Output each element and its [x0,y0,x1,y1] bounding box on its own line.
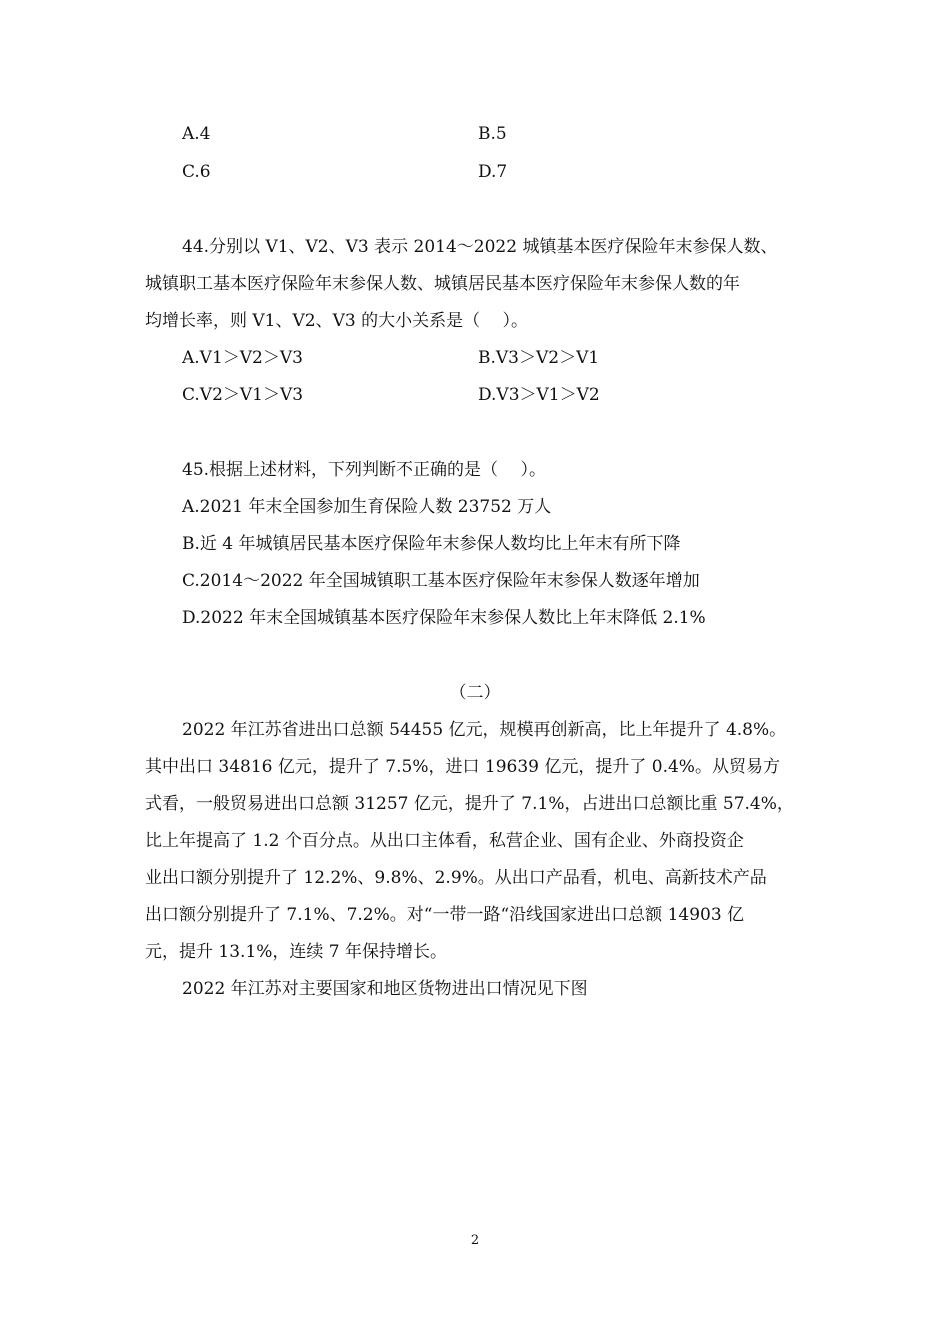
paragraph-line-1: 2022 年江苏省进出口总额 54455 亿元，规模再创新高，比上年提升了 4.8%。 [182,720,787,740]
paragraph-line-6: 出口额分别提升了 7.1%、7.2%。对“一带一路“沿线国家进出口总额 14903 亿 [145,905,745,925]
q45-option-a: A.2021 年末全国参加生育保险人数 23752 万人 [182,497,552,517]
q45-option-b: B.近 4 年城镇居民基本医疗保险年末参保人数均比上年末有所下降 [182,534,681,554]
q44-stem-line-2: 城镇职工基本医疗保险年末参保人数、城镇居民基本医疗保险年末参保人数的年 [145,274,740,294]
figure-intro: 2022 年江苏对主要国家和地区货物进出口情况见下图 [182,979,588,999]
paragraph-line-7: 元，提升 13.1%，连续 7 年保持增长。 [145,942,448,962]
q44-option-b: B.V3＞V2＞V1 [478,348,600,368]
paragraph-line-3: 式看，一般贸易进出口总额 31257 亿元，提升了 7.1%，占进出口总额比重 57.4%， [145,794,794,814]
q43-option-c: C.6 [182,162,211,182]
q44-option-a: A.V1＞V2＞V3 [182,348,303,368]
q43-option-d: D.7 [478,162,508,182]
q45-option-c: C.2014～2022 年全国城镇职工基本医疗保险年末参保人数逐年增加 [182,571,700,591]
paragraph-line-5: 业出口额分别提升了 12.2%、9.8%、2.9%。从出口产品看，机电、高新技术产品 [145,868,767,888]
page-number: 2 [470,1233,480,1248]
q43-option-a: A.4 [182,124,211,144]
q44-stem-line-1: 44.分别以 V1、V2、V3 表示 2014～2022 城镇基本医疗保险年末参保人数、 [182,237,778,257]
paragraph-line-2: 其中出口 34816 亿元，提升了 7.5%，进口 19639 亿元，提升了 0.4%。从贸易方 [145,757,780,777]
q44-option-c: C.V2＞V1＞V3 [182,385,304,405]
q45-stem: 45.根据上述材料，下列判断不正确的是（ ）。 [182,460,546,480]
paragraph-line-4: 比上年提高了 1.2 个百分点。从出口主体看，私营企业、国有企业、外商投资企 [145,831,744,851]
q44-option-d: D.V3＞V1＞V2 [478,385,600,405]
q45-option-d: D.2022 年末全国城镇基本医疗保险年末参保人数比上年末降低 2.1% [182,608,706,628]
q43-option-b: B.5 [478,124,507,144]
q44-stem-line-3: 均增长率，则 V1、V2、V3 的大小关系是（ ）。 [145,311,528,331]
section-heading: （二） [449,683,501,703]
